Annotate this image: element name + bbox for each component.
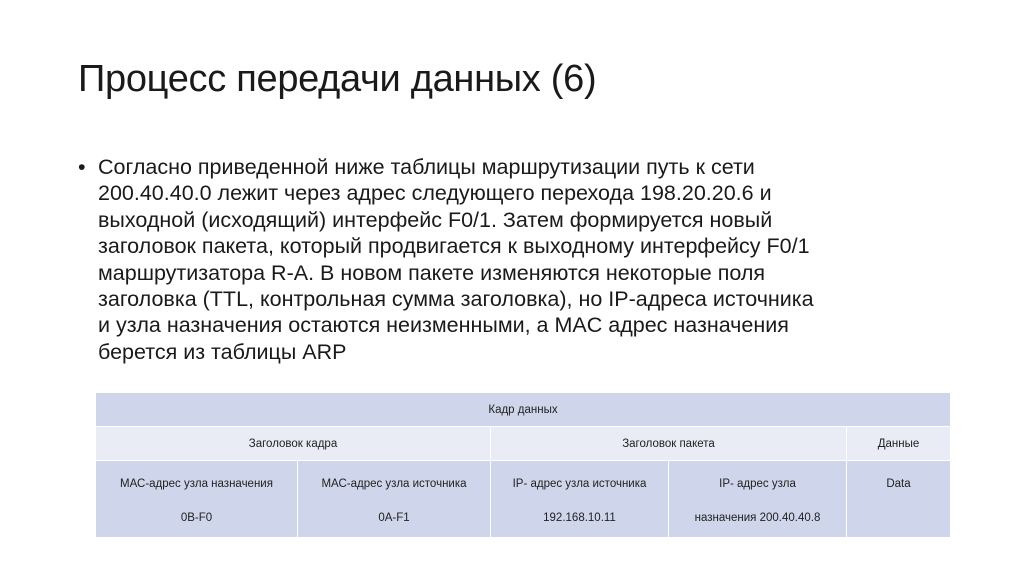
bullet-line: заголовок пакета, который продвигается к выходному интерфейсу F0/1 <box>98 234 810 259</box>
bullet-line: и узла назначения остаются неизменными, а MAC адрес назначения <box>98 313 789 338</box>
table-row <box>96 427 951 461</box>
bullet-marker: • <box>78 155 86 179</box>
src-mac-value: 0A-F1 <box>378 512 410 524</box>
src-mac-label: МАС-адрес узла источника <box>321 478 467 490</box>
dest-ip-label: IP- адрес узла <box>719 478 796 490</box>
dest-mac-label: МАС-адрес узла назначения <box>120 478 273 490</box>
src-ip-cell <box>491 461 669 538</box>
bullet-line: заголовка (TTL, контрольная сумма заголовка), но IP-адреса источника <box>98 287 814 312</box>
dest-mac-value: 0B-F0 <box>180 512 213 524</box>
bullet-line: берется из таблицы ARP <box>98 339 347 364</box>
dest-mac-cell <box>96 461 298 538</box>
data-frame-table <box>95 392 951 538</box>
bullet-line: маршрутизатора R-A. В новом пакете изменяются некоторые поля <box>98 260 766 285</box>
dest-ip-cell <box>669 461 847 538</box>
bullet-text <box>98 154 958 365</box>
src-ip-label: IP- адрес узла источника <box>512 478 647 490</box>
slide-body <box>78 154 958 365</box>
table-row <box>96 393 951 427</box>
bullet-line: выходной (исходящий) интерфейс F0/1. Затем формируется новый <box>98 207 773 232</box>
src-mac-cell <box>298 461 491 538</box>
packet-header-cell: Заголовок пакета <box>491 427 847 461</box>
bullet-line: Согласно приведенной ниже таблицы маршрутизации путь к сети <box>98 155 755 179</box>
frame-header-cell: Заголовок кадра <box>96 427 491 461</box>
dest-ip-value: назначения 200.40.40.8 <box>694 512 821 524</box>
src-ip-value: 192.168.10.11 <box>543 512 616 524</box>
table-row <box>96 461 951 538</box>
bullet-line: 200.40.40.0 лежит через адрес следующего перехода 198.20.20.6 и <box>98 181 772 206</box>
frame-label-cell: Кадр данных <box>96 393 951 427</box>
data-header-cell: Данные <box>847 427 951 461</box>
data-cell <box>847 461 951 538</box>
slide-title: Процесс передачи данных (6) <box>78 58 597 100</box>
data-label: Data <box>886 478 911 490</box>
